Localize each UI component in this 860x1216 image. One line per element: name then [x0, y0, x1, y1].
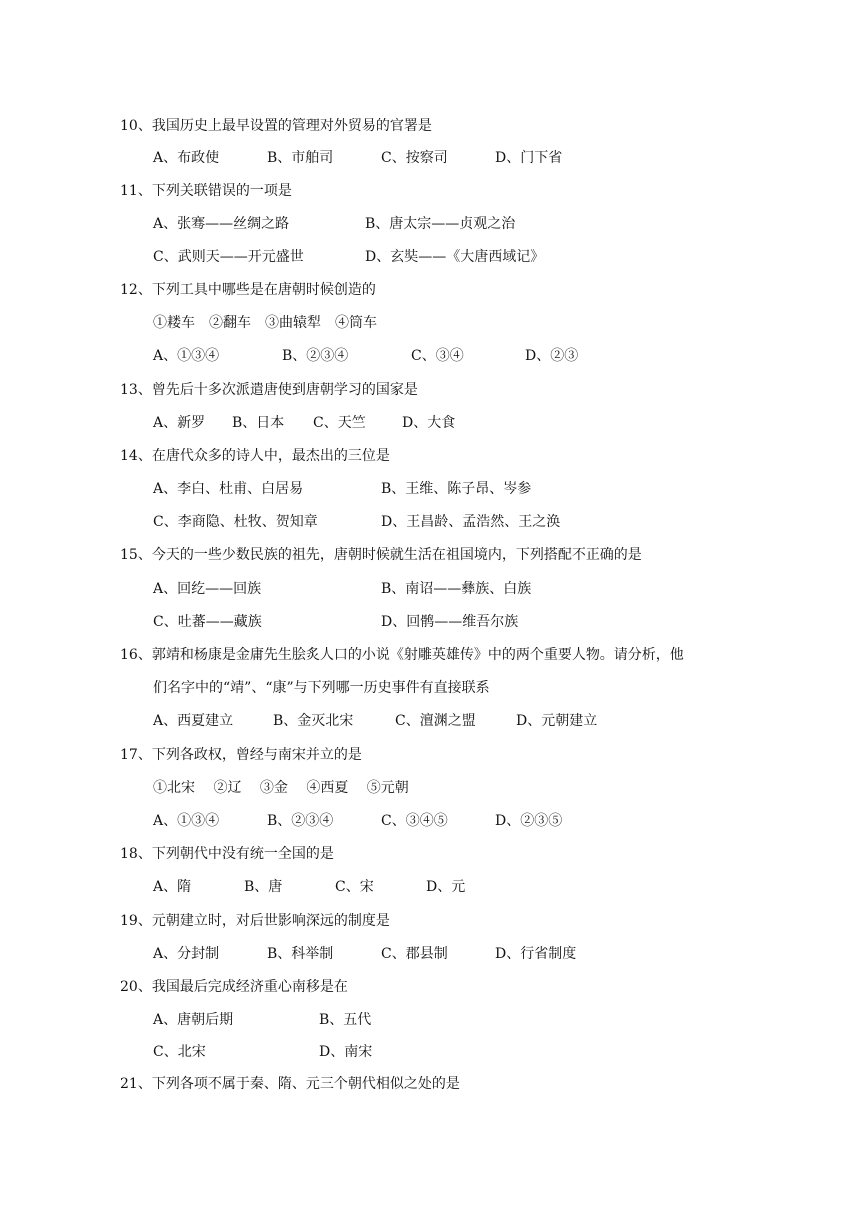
option-d: D、门下省 — [495, 150, 563, 166]
option-b: B、市舶司 — [267, 150, 334, 166]
option-d: D、元 — [426, 879, 466, 895]
option-a: A、唐朝后期 — [153, 1012, 234, 1028]
option-b: B、②③④ — [282, 348, 349, 364]
option-a: A、回纥——回族 — [153, 581, 262, 597]
option-a: A、①③④ — [153, 348, 220, 364]
option-d: D、②③ — [525, 348, 579, 364]
option-b: B、五代 — [319, 1012, 372, 1028]
question-14-stem: 14、在唐代众多的诗人中，最杰出的三位是 — [120, 448, 390, 464]
option-c: C、宋 — [335, 879, 374, 895]
question-16-stem: 16、郭靖和杨康是金庸先生脍炙人口的小说《射雕英雄传》中的两个重要人物。请分析，他 — [120, 647, 684, 663]
option-a: A、西夏建立 — [153, 713, 234, 729]
option-b: B、日本 — [232, 415, 285, 431]
option-d: D、南宋 — [319, 1044, 373, 1060]
question-12-items: ①耧车 ②翻车 ③曲辕犁 ④筒车 — [153, 315, 377, 331]
question-21-stem: 21、下列各项不属于秦、隋、元三个朝代相似之处的是 — [120, 1076, 460, 1092]
option-c: C、武则天——开元盛世 — [153, 249, 304, 265]
option-b: B、南诏——彝族、白族 — [381, 581, 532, 597]
option-a: A、布政使 — [153, 150, 220, 166]
option-b: B、金灭北宋 — [273, 713, 354, 729]
option-c: C、澶渊之盟 — [395, 713, 476, 729]
option-d: D、元朝建立 — [516, 713, 598, 729]
option-b: B、唐太宗——贞观之治 — [365, 216, 516, 232]
option-b: B、王维、陈子昂、岑参 — [381, 481, 532, 497]
question-19-stem: 19、元朝建立时，对后世影响深远的制度是 — [120, 913, 390, 929]
option-c: C、李商隐、杜牧、贺知章 — [153, 514, 318, 530]
option-d: D、玄奘——《大唐西域记》 — [365, 249, 545, 265]
question-17-stem: 17、下列各政权，曾经与南宋并立的是 — [120, 747, 362, 763]
option-b: B、科举制 — [267, 946, 334, 962]
question-17-items: ①北宋 ②辽 ③金 ④西夏 ⑤元朝 — [153, 780, 409, 796]
option-d: D、回鹘——维吾尔族 — [381, 614, 519, 630]
option-c: C、③④ — [411, 348, 464, 364]
option-c: C、天竺 — [313, 415, 366, 431]
question-15-stem: 15、今天的一些少数民族的祖先，唐朝时候就生活在祖国境内，下列搭配不正确的是 — [120, 547, 642, 563]
question-10-stem: 10、我国历史上最早设置的管理对外贸易的官署是 — [120, 118, 432, 134]
option-a: A、新罗 — [153, 415, 206, 431]
question-13-stem: 13、曾先后十多次派遣唐使到唐朝学习的国家是 — [120, 382, 418, 398]
option-a: A、李白、杜甫、白居易 — [153, 481, 304, 497]
option-a: A、①③④ — [153, 813, 220, 829]
option-c: C、按察司 — [381, 150, 448, 166]
option-b: B、②③④ — [267, 813, 334, 829]
option-d: D、行省制度 — [495, 946, 577, 962]
question-18-stem: 18、下列朝代中没有统一全国的是 — [120, 846, 334, 862]
question-11-stem: 11、下列关联错误的一项是 — [120, 183, 292, 199]
option-a: A、隋 — [153, 879, 192, 895]
option-a: A、分封制 — [153, 946, 220, 962]
option-c: C、北宋 — [153, 1044, 206, 1060]
option-d: D、大食 — [402, 415, 456, 431]
option-c: C、郡县制 — [381, 946, 448, 962]
question-12-stem: 12、下列工具中哪些是在唐朝时候创造的 — [120, 282, 376, 298]
option-b: B、唐 — [244, 879, 283, 895]
option-d: D、②③⑤ — [495, 813, 563, 829]
option-c: C、吐蕃——藏族 — [153, 614, 262, 630]
option-d: D、王昌龄、孟浩然、王之涣 — [381, 514, 561, 530]
option-c: C、③④⑤ — [381, 813, 448, 829]
question-16-stem-continued: 们名字中的“靖”、“康”与下列哪一历史事件有直接联系 — [153, 680, 490, 696]
option-a: A、张骞——丝绸之路 — [153, 216, 290, 232]
question-20-stem: 20、我国最后完成经济重心南移是在 — [120, 979, 348, 995]
